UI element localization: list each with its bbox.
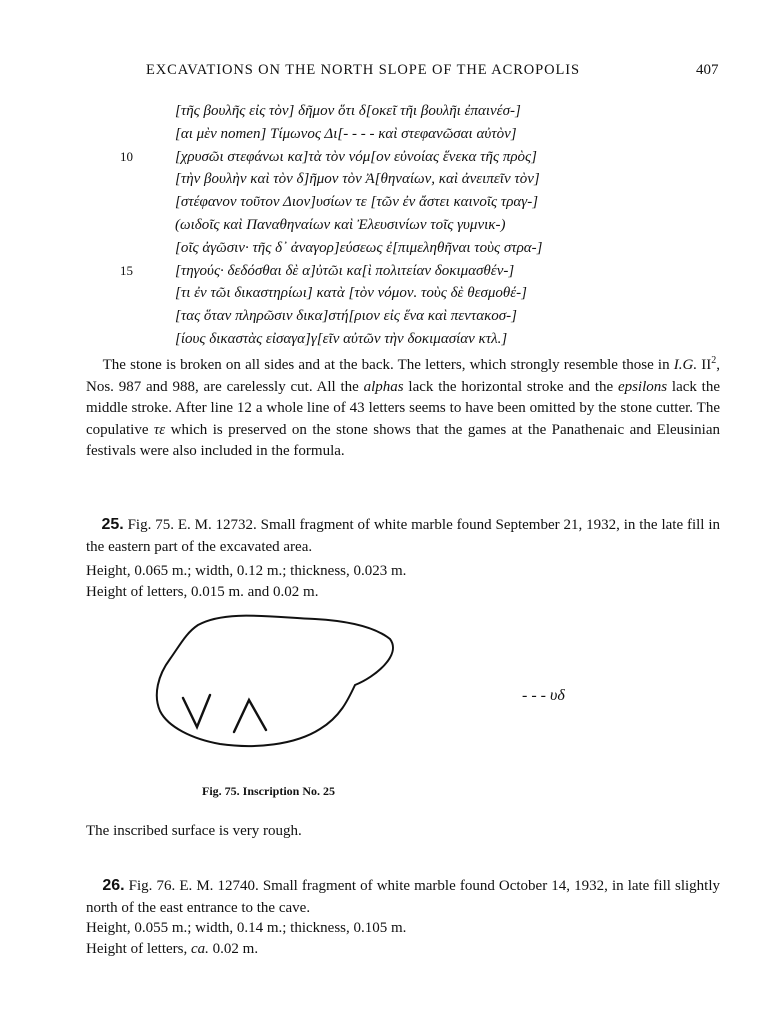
- entry-number: 25.: [101, 516, 124, 533]
- entry-25-note: The inscribed surface is very rough.: [86, 823, 302, 839]
- inscription-line: [0, 168, 782, 191]
- line-text: [τι ἐν τῶι δικαστηρίωι] κατὰ [τὸν νόμον. τοὺς δὲ θεσμοθέ-]: [175, 285, 528, 302]
- commentary-sup: 2: [711, 355, 717, 366]
- inscription-line: [0, 305, 782, 328]
- commentary-text: The stone is broken on all sides and at the back. The letters, which strongly resemble those in: [102, 357, 674, 373]
- line-text: (ωιδοῖς καὶ Παναθηναίων καὶ Ἐλευσινίων τοῖς γυμνικ-): [175, 216, 506, 233]
- entry-text: Fig. 75. E. M. 12732. Small fragment of white marble found September 21, 1932, in the late fill in the eastern part of the excavated area.: [86, 517, 720, 555]
- entry-26-dimensions: Height, 0.055 m.; width, 0.14 m.; thickness, 0.105 m.: [86, 920, 407, 936]
- line-text: [στέφανον τοῦτον Διον]υσίων τε [τῶν ἐν ἄστει καινοῖς τραγ-]: [175, 194, 539, 211]
- entry-text: Fig. 76. E. M. 12740. Small fragment of white marble found October 14, 1932, in late fill slightly north of the east entrance to the cave.: [86, 878, 721, 916]
- line-text: [οῖς ἀγῶσιν· τῆς δ᾽ ἀναγορ]εύσεως ἐ[πιμεληθῆναι τοὺς στρα-]: [175, 239, 543, 256]
- inscription-line: [0, 328, 782, 351]
- inscription-line: [0, 237, 782, 260]
- line-text: [τας ὅταν πληρῶσιν δικα]στή[ριον εἰς ἕνα καὶ πεντακοσ-]: [175, 308, 518, 325]
- entry-25-dimensions: Height, 0.065 m.; width, 0.12 m.; thickness, 0.023 m.: [86, 563, 407, 579]
- commentary-alphas: alphas: [363, 378, 404, 395]
- entry-26-letter-height: [86, 939, 258, 960]
- letter-lambda: [234, 700, 266, 732]
- line-text: [τῆς βουλῆς εἰς τὸν] δῆμον ὅτι δ[οκεῖ τῆι βουλῆι ἐπαινέσ-]: [175, 103, 521, 119]
- commentary-ig: I.G.: [673, 357, 698, 373]
- commentary-text: lack the middle stroke. After line 12 a whole line of 43 letters seems to have been omitted by the stone cutter. The copulative: [86, 378, 720, 438]
- inscription-line: [0, 123, 782, 146]
- line-text: [τὴν βουλὴν καὶ τὸν δ]ῆμον τὸν Ἀ[θηναίων, καὶ ἀνειπεῖν τὸν]: [175, 171, 540, 188]
- commentary-paragraph: [86, 350, 720, 463]
- line-text: [τηγούς· δεδόσθαι δὲ α]ὐτῶι κα[ὶ πολιτείαν δοκιμασθέν-]: [175, 262, 515, 279]
- figure-75-caption: Fig. 75. Inscription No. 25: [202, 784, 336, 798]
- commentary-epsilons: epsilons: [617, 378, 668, 395]
- commentary-text: lack the horizontal stroke and the: [403, 378, 618, 395]
- fragment-drawing: [150, 605, 630, 755]
- entry-25-letter-height: Height of letters, 0.015 m. and 0.02 m.: [86, 584, 319, 600]
- inscription-line: [0, 100, 782, 123]
- page-header: [0, 62, 782, 86]
- inscription-line: [0, 214, 782, 237]
- commentary-text: II: [697, 357, 712, 373]
- page-number: 407: [696, 62, 719, 78]
- entry-26-heading: [86, 875, 720, 919]
- line-text: [χρυσῶι στεφάνωι κα]τὰ τὸν νόμ[ον εὐνοίας ἕνεκα τῆς πρὸς]: [175, 148, 537, 165]
- figure-75: [150, 605, 630, 755]
- commentary-text: which is preserved on the stone shows that the games at the Panathenaic and Eleusinian festivals were also included in the formula.: [86, 421, 720, 459]
- entry-number: 26.: [102, 877, 125, 894]
- inscription-line: [0, 282, 782, 305]
- letter-height-text: Height of letters,: [86, 941, 191, 957]
- inscription-line: [0, 191, 782, 214]
- inscription-line: [0, 260, 782, 283]
- letter-height-ca: ca.: [190, 941, 209, 957]
- line-number: 15: [120, 262, 133, 278]
- inscription-text: [0, 100, 782, 351]
- line-number: 10: [120, 148, 133, 164]
- running-title: EXCAVATIONS ON THE NORTH SLOPE OF THE ACROPOLIS: [146, 62, 580, 78]
- entry-25-heading: [86, 514, 720, 558]
- letter-upsilon: [183, 695, 210, 727]
- commentary-te: τε: [153, 421, 166, 438]
- line-text: [ίους δικαστὰς εἰσαγα]γ[εῖν αὐτῶν τὴν δοκιμασίαν κτλ.]: [175, 330, 508, 347]
- commentary-text: , Nos. 987 and 988, are carelessly cut. All the: [86, 357, 720, 395]
- letter-height-text: 0.02 m.: [208, 941, 259, 957]
- line-text: [αι μὲν nomen] Τίμωνος Δι[- - - - καὶ στεφανῶσαι αὐτὸν]: [175, 125, 517, 142]
- fragment-outline: [157, 616, 393, 746]
- inscription-line: [0, 146, 782, 169]
- figure-transcription: - - - υδ: [522, 687, 565, 704]
